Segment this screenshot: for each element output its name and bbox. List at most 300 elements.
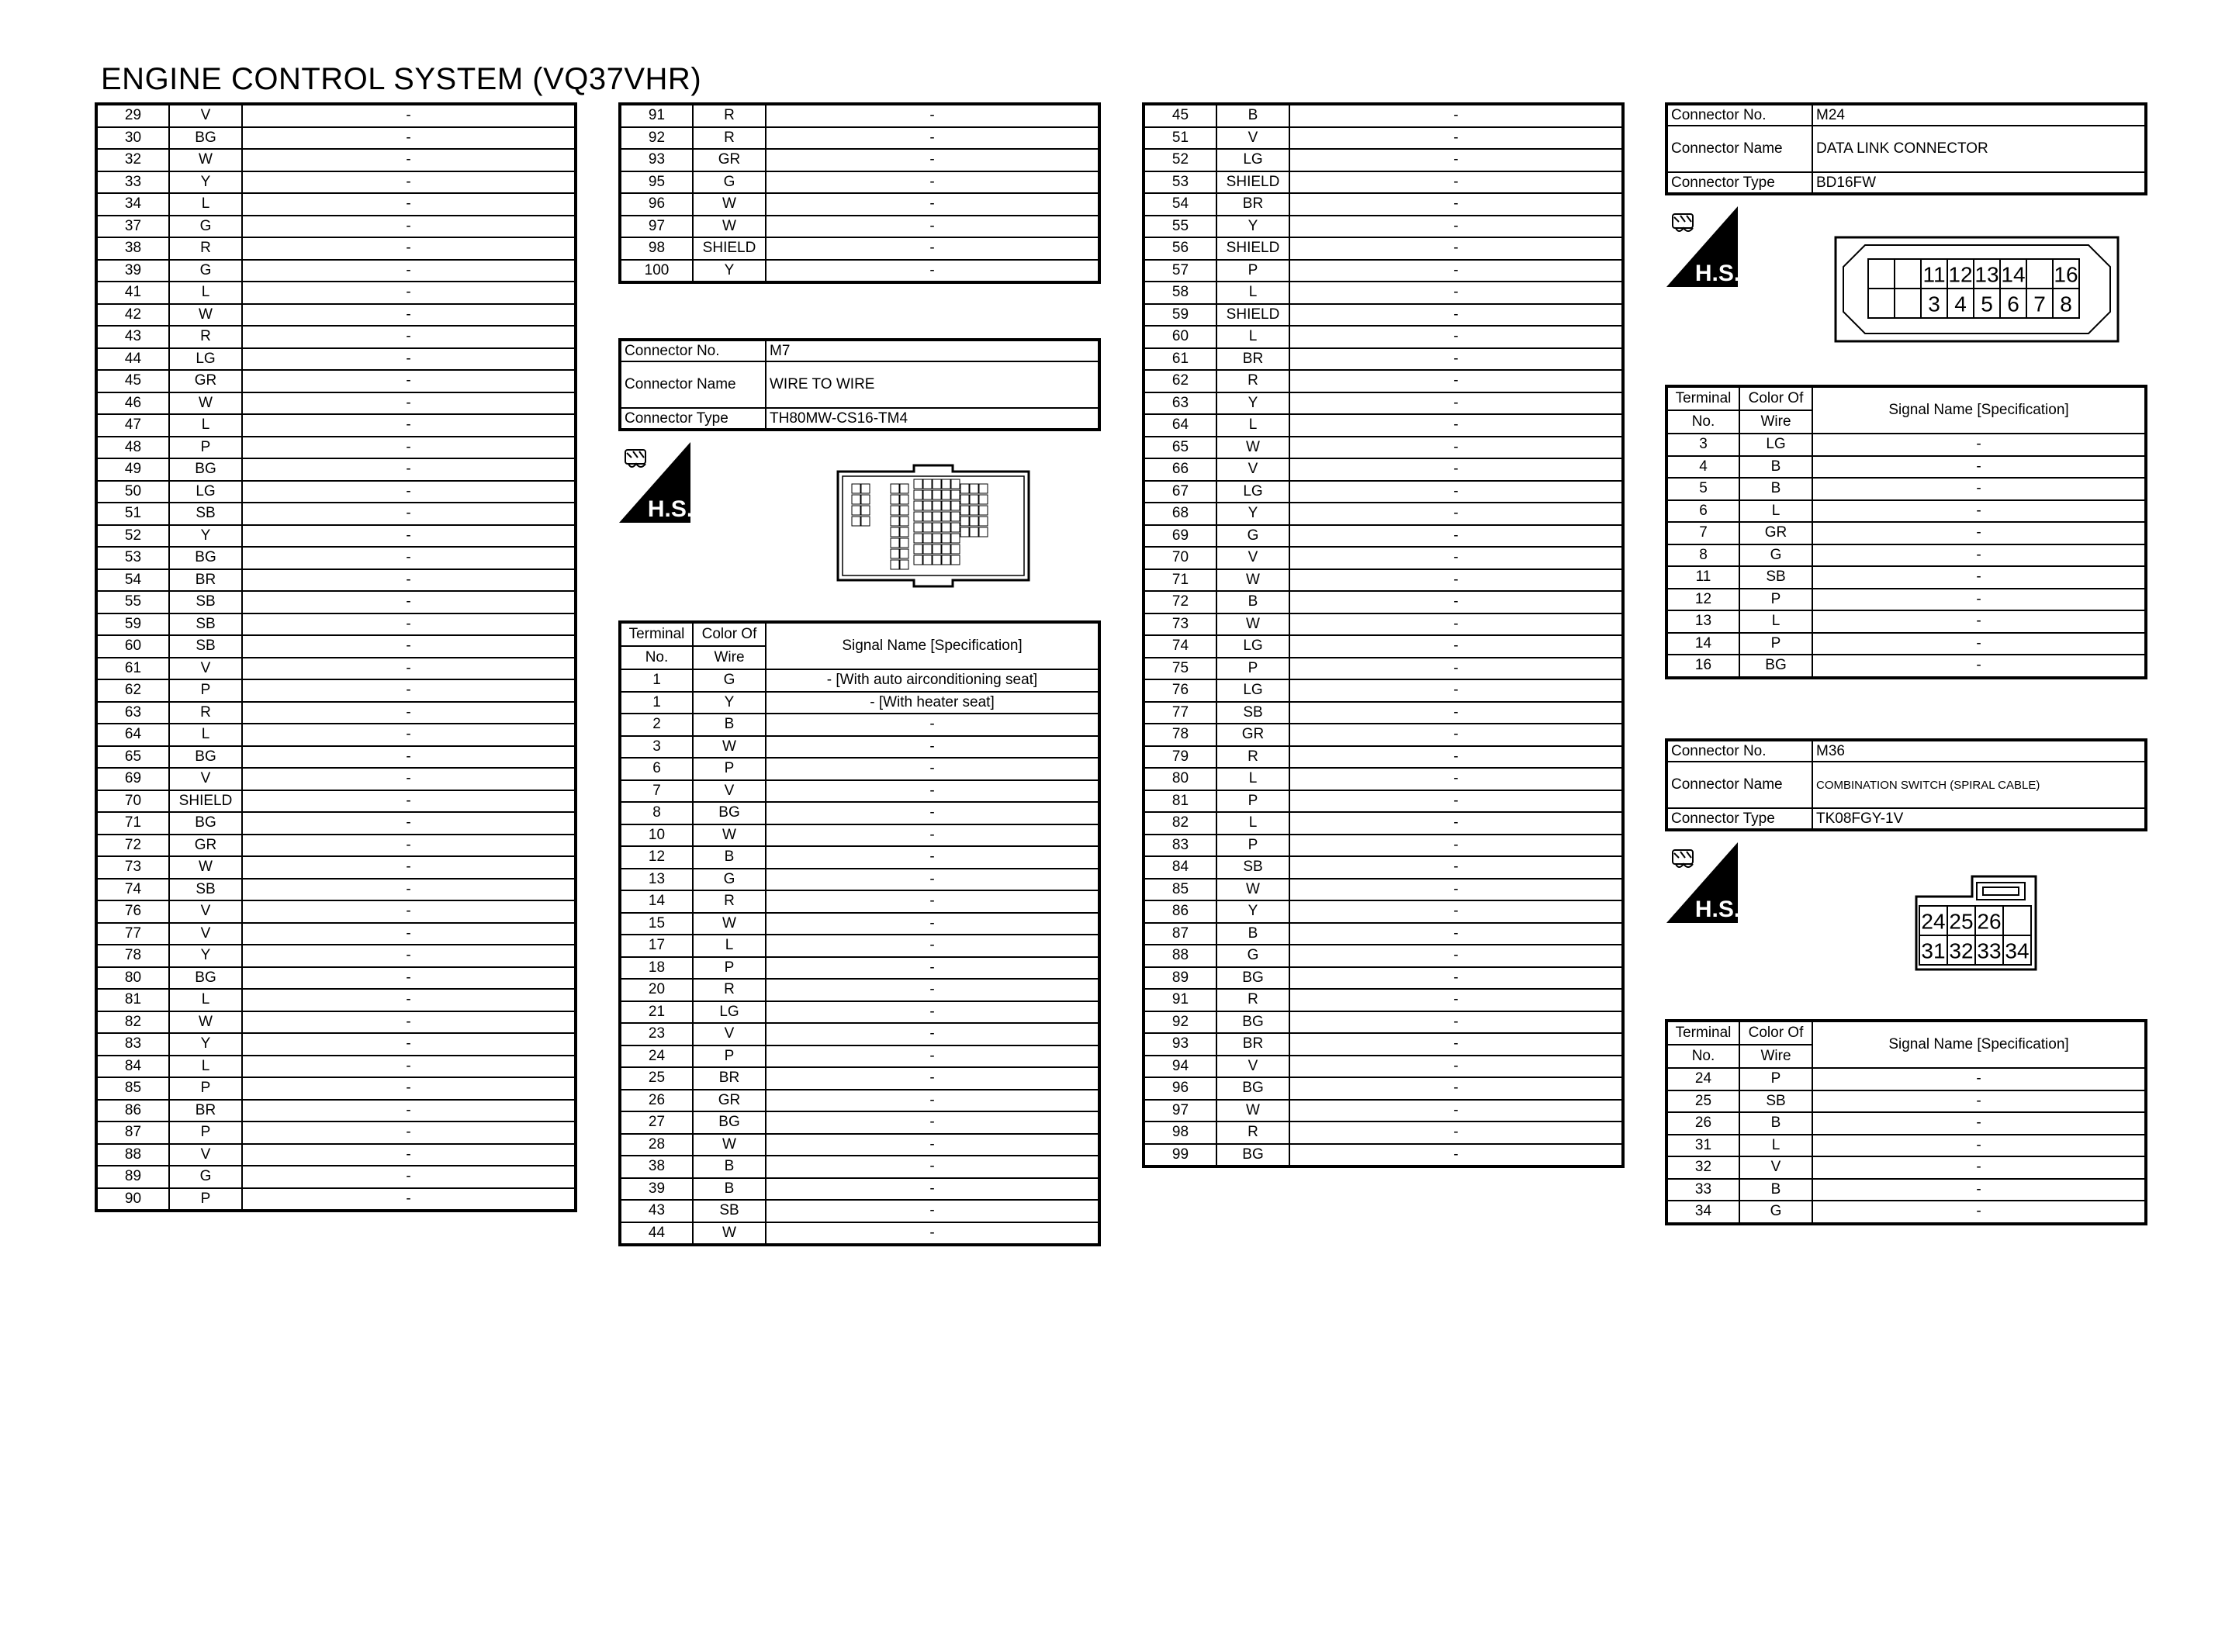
- terminal-no-cell: 80: [96, 967, 169, 990]
- signal-name-cell: -: [766, 171, 1099, 194]
- pin-cavity: [979, 484, 988, 493]
- wire-color-cell: R: [693, 890, 766, 913]
- wire-color-cell: R: [1216, 1121, 1289, 1144]
- wire-color-cell: Y: [169, 1033, 242, 1056]
- signal-name-cell: -: [1812, 655, 2146, 678]
- signal-name-cell: -: [1812, 1201, 2146, 1224]
- table-row: [1666, 610, 2146, 633]
- pin-cavity: [914, 523, 922, 532]
- signal-name-cell: -: [242, 193, 576, 216]
- signal-name-cell: -: [1289, 458, 1623, 481]
- wire-color-cell: GR: [169, 370, 242, 392]
- terminal-no-cell: 10: [620, 824, 693, 847]
- pin-number: 25: [1949, 909, 1974, 934]
- table-row: [620, 1134, 1099, 1156]
- signal-name-cell: -: [766, 758, 1099, 780]
- signal-name-cell: -: [1289, 547, 1623, 569]
- signal-name-cell: -: [766, 736, 1099, 759]
- terminal-no-cell: 38: [96, 237, 169, 260]
- m24-terminal-table: [1665, 385, 2147, 679]
- wire-color-cell: G: [1739, 1201, 1812, 1224]
- wire-color-cell: P: [169, 1188, 242, 1211]
- table-row: [1144, 635, 1623, 658]
- signal-name-cell: -: [1289, 370, 1623, 392]
- signal-name-cell: -: [766, 1067, 1099, 1090]
- m7-connector-diagram: [836, 464, 1030, 592]
- table-row: [96, 326, 576, 348]
- terminal-no-cell: 69: [96, 768, 169, 790]
- table-row: [1144, 746, 1623, 769]
- signal-name-cell: -: [766, 780, 1099, 803]
- terminal-no-cell: 78: [1144, 724, 1216, 746]
- wire-color-cell: G: [693, 171, 766, 194]
- table-row: [1666, 500, 2146, 523]
- signal-name-cell: -: [766, 824, 1099, 847]
- wire-color-cell: B: [1739, 1112, 1812, 1135]
- table-row: [620, 957, 1099, 980]
- wire-color-cell: L: [1216, 812, 1289, 835]
- m7-connector-info: [618, 338, 1101, 431]
- wire-color-cell: SHIELD: [1216, 304, 1289, 327]
- terminal-header: Terminal: [620, 622, 693, 646]
- signal-name-cell: -: [242, 414, 576, 437]
- wire-color-cell: Y: [169, 525, 242, 548]
- signal-name-cell: -: [242, 967, 576, 990]
- terminal-no-cell: 89: [96, 1166, 169, 1188]
- wire-color-cell: W: [693, 1134, 766, 1156]
- pin-cavity: [960, 517, 969, 526]
- table-row: [620, 979, 1099, 1001]
- pin-cavity: [2026, 259, 2053, 289]
- table-row: [620, 802, 1099, 824]
- table-row: [1666, 1156, 2146, 1179]
- signal-name-cell: -: [242, 171, 576, 194]
- terminal-no-cell: 65: [1144, 437, 1216, 459]
- connector-type-label: Connector Type: [1666, 172, 1812, 194]
- table-row: [1666, 655, 2146, 678]
- pin-cavity: [923, 555, 932, 565]
- signal-name-cell: -: [1812, 1156, 2146, 1179]
- signal-name-cell: -: [1289, 768, 1623, 790]
- wire-color-cell: P: [1216, 790, 1289, 813]
- signal-name-cell: -: [766, 237, 1099, 260]
- wire-color-cell: G: [169, 260, 242, 282]
- pin-cavity: [951, 479, 960, 489]
- pin-cavity: [891, 517, 899, 526]
- terminal-no-cell: 54: [96, 569, 169, 592]
- terminal-no-cell: 72: [1144, 591, 1216, 613]
- signal-name-cell: -: [242, 348, 576, 371]
- wire-color-cell: SB: [169, 503, 242, 525]
- wire-color-cell: V: [169, 1144, 242, 1166]
- signal-name-cell: -: [766, 1222, 1099, 1246]
- table-row: [96, 702, 576, 724]
- signal-name-cell: -: [242, 724, 576, 746]
- wire-color-cell: P: [1739, 589, 1812, 611]
- terminal-no-cell: 86: [96, 1100, 169, 1122]
- terminal-no-cell: 24: [1666, 1068, 1739, 1090]
- wire-color-cell: BG: [1739, 655, 1812, 678]
- pin-cavity: [960, 484, 969, 493]
- connector-no-label: Connector No.: [1666, 104, 1812, 126]
- wire-color-cell: BG: [169, 127, 242, 150]
- wire-color-cell: GR: [693, 1090, 766, 1112]
- signal-name-cell: -: [1812, 500, 2146, 523]
- wire-color-cell: L: [1739, 500, 1812, 523]
- pin-number: 4: [1954, 292, 1967, 316]
- wire-color-cell: R: [169, 702, 242, 724]
- table-row: [96, 1011, 576, 1034]
- signal-name-cell: -: [242, 282, 576, 304]
- table-row: [620, 1111, 1099, 1134]
- wire-color-cell: V: [169, 768, 242, 790]
- wire-color-cell: P: [693, 758, 766, 780]
- signal-name-cell: -: [242, 989, 576, 1011]
- pin-cavity: [933, 555, 941, 565]
- terminal-no-cell: 4: [1666, 456, 1739, 479]
- terminal-no-cell: 61: [1144, 348, 1216, 371]
- signal-name-cell: - [With auto airconditioning seat]: [766, 669, 1099, 692]
- signal-name-cell: -: [1289, 1011, 1623, 1034]
- wire-color-cell: BG: [1216, 1077, 1289, 1100]
- wire-color-cell: L: [1739, 610, 1812, 633]
- terminal-no-cell: 87: [1144, 923, 1216, 945]
- pin-cavity: [979, 517, 988, 526]
- terminal-no-cell: 11: [1666, 566, 1739, 589]
- signal-name-cell: -: [766, 127, 1099, 150]
- table-row: [620, 171, 1099, 194]
- pin-number: 14: [2001, 262, 2026, 287]
- terminal-no-cell: 76: [1144, 679, 1216, 702]
- signal-name-cell: -: [242, 679, 576, 702]
- table-row: [620, 824, 1099, 847]
- wire-color-cell: SB: [693, 1200, 766, 1222]
- table-row: [1144, 237, 1623, 260]
- table-row: [1666, 589, 2146, 611]
- table-row: [1144, 127, 1623, 150]
- table-row: [620, 736, 1099, 759]
- wire-header: Wire: [1739, 1045, 1812, 1068]
- pin-number: 8: [2060, 292, 2072, 316]
- pin-cavity: [951, 523, 960, 532]
- terminal-no-cell: 43: [620, 1200, 693, 1222]
- pin-cavity: [891, 560, 899, 569]
- terminal-no-cell: 20: [620, 979, 693, 1001]
- wire-color-cell: P: [169, 1077, 242, 1100]
- table-row: [1144, 1011, 1623, 1034]
- wire-color-cell: R: [169, 237, 242, 260]
- wire-color-cell: B: [1216, 591, 1289, 613]
- terminal-no-cell: 58: [1144, 282, 1216, 304]
- pin-cavity: [1868, 289, 1895, 318]
- table-row: [1144, 856, 1623, 879]
- wire-color-cell: V: [169, 923, 242, 945]
- table-row: [1144, 679, 1623, 702]
- signal-name-cell: -: [242, 437, 576, 459]
- m7-connector-type: TH80MW-CS16-TM4: [766, 408, 1099, 430]
- pin-cavity: [942, 512, 950, 521]
- table-row: [1666, 633, 2146, 655]
- terminal-no-cell: 70: [96, 790, 169, 813]
- wire-color-cell: P: [693, 1045, 766, 1068]
- table-row: [620, 913, 1099, 935]
- signal-name-cell: -: [242, 856, 576, 879]
- signal-name-cell: -: [766, 1001, 1099, 1024]
- signal-name-cell: -: [1289, 746, 1623, 769]
- table-row: [96, 945, 576, 967]
- signal-name-cell: -: [1812, 522, 2146, 544]
- wire-color-cell: SHIELD: [1216, 171, 1289, 194]
- signal-name-cell: -: [1289, 437, 1623, 459]
- pin-cavity: [852, 506, 860, 515]
- pin-cavity: [891, 549, 899, 558]
- wire-color-cell: LG: [169, 348, 242, 371]
- wire-color-cell: BG: [169, 967, 242, 990]
- wire-color-cell: SB: [1739, 566, 1812, 589]
- signal-name-cell: -: [1289, 1144, 1623, 1167]
- terminal-no-cell: 74: [1144, 635, 1216, 658]
- terminal-no-cell: 47: [96, 414, 169, 437]
- terminal-no-cell: 44: [620, 1222, 693, 1246]
- table-row: [1144, 1100, 1623, 1122]
- terminal-no-cell: 34: [1666, 1201, 1739, 1224]
- terminal-no-cell: 94: [1144, 1056, 1216, 1078]
- wire-color-cell: W: [1216, 879, 1289, 901]
- table-row: [96, 613, 576, 636]
- table-row: [1666, 1090, 2146, 1113]
- table-row: [96, 304, 576, 327]
- pin-cavity: [861, 484, 870, 493]
- wire-color-cell: R: [1216, 746, 1289, 769]
- wire-color-cell: W: [1216, 437, 1289, 459]
- wire-color-cell: BG: [1216, 967, 1289, 990]
- table-row: [96, 1166, 576, 1188]
- signal-name-cell: -: [766, 104, 1099, 127]
- table-row: [96, 458, 576, 481]
- table-row: [1666, 478, 2146, 500]
- terminal-no-cell: 24: [620, 1045, 693, 1068]
- table-row: [96, 1188, 576, 1211]
- color-header: Color Of: [1739, 1021, 1812, 1045]
- table-row: [1144, 835, 1623, 857]
- table-row: [1144, 1144, 1623, 1167]
- table-row: [96, 790, 576, 813]
- terminal-no-cell: 75: [1144, 658, 1216, 680]
- terminal-no-cell: 81: [96, 989, 169, 1011]
- table-row: [96, 193, 576, 216]
- terminal-no-cell: 92: [1144, 1011, 1216, 1034]
- table-row: [620, 104, 1099, 127]
- terminal-no-cell: 46: [96, 392, 169, 415]
- signal-name-cell: -: [1289, 348, 1623, 371]
- wire-color-cell: L: [1216, 326, 1289, 348]
- table-row: [1144, 216, 1623, 238]
- pin-cavity: [933, 523, 941, 532]
- terminal-no-cell: 8: [1666, 544, 1739, 567]
- m36-connector-type: TK08FGY-1V: [1812, 808, 2146, 830]
- no-header: No.: [1666, 1045, 1739, 1068]
- signal-name-cell: -: [1289, 658, 1623, 680]
- table-row: [96, 104, 576, 127]
- terminal-no-cell: 64: [1144, 414, 1216, 437]
- table-row: [1144, 569, 1623, 592]
- terminal-no-cell: 92: [620, 127, 693, 150]
- terminal-no-cell: 59: [96, 613, 169, 636]
- terminal-no-cell: 60: [1144, 326, 1216, 348]
- signal-name-cell: -: [242, 547, 576, 569]
- terminal-no-cell: 5: [1666, 478, 1739, 500]
- terminal-no-cell: 21: [620, 1001, 693, 1024]
- table-row: [620, 890, 1099, 913]
- terminal-no-cell: 1: [620, 669, 693, 692]
- table-row: [1144, 945, 1623, 967]
- pin-cavity: [970, 527, 978, 537]
- signal-name-cell: -: [1289, 989, 1623, 1011]
- terminal-no-cell: 48: [96, 437, 169, 459]
- signal-name-cell: -: [1289, 879, 1623, 901]
- m36-terminal-table: [1665, 1019, 2147, 1225]
- wire-color-cell: BR: [693, 1067, 766, 1090]
- table-row: [1144, 370, 1623, 392]
- terminal-no-cell: 56: [1144, 237, 1216, 260]
- signal-name-cell: -: [1289, 1121, 1623, 1144]
- wire-color-cell: W: [693, 736, 766, 759]
- svg-text:H.S.: H.S.: [647, 496, 690, 522]
- table-row: [620, 935, 1099, 957]
- table-row: [620, 714, 1099, 736]
- wire-color-cell: R: [1216, 370, 1289, 392]
- harness-side-icon: [1666, 842, 1738, 927]
- wire-color-cell: BG: [1216, 1144, 1289, 1167]
- pin-number: 12: [1948, 262, 1973, 287]
- m36-connector-info: [1665, 738, 2147, 831]
- pin-cavity: [960, 527, 969, 537]
- terminal-no-cell: 55: [1144, 216, 1216, 238]
- terminal-no-cell: 53: [1144, 171, 1216, 194]
- table-row: [620, 669, 1099, 692]
- wire-color-cell: G: [1739, 544, 1812, 567]
- terminal-no-cell: 71: [96, 812, 169, 835]
- table-row: [1666, 1135, 2146, 1157]
- terminal-no-cell: 97: [1144, 1100, 1216, 1122]
- table-row: [1666, 1068, 2146, 1090]
- signal-name-cell: -: [242, 1144, 576, 1166]
- wire-color-cell: W: [169, 392, 242, 415]
- wire-color-cell: B: [1739, 456, 1812, 479]
- signal-name-cell: -: [242, 216, 576, 238]
- table-row: [620, 149, 1099, 171]
- table-row: [1666, 1201, 2146, 1224]
- terminal-no-cell: 45: [96, 370, 169, 392]
- signal-header: Signal Name [Specification]: [766, 622, 1099, 669]
- pin-cavity: [942, 523, 950, 532]
- signal-name-cell: -: [766, 869, 1099, 891]
- signal-name-cell: -: [242, 304, 576, 327]
- connector-type-label: Connector Type: [1666, 808, 1812, 830]
- pin-cavity: [933, 512, 941, 521]
- signal-name-cell: -: [242, 458, 576, 481]
- signal-name-cell: -: [766, 260, 1099, 283]
- signal-name-cell: -: [1812, 566, 2146, 589]
- pin-number: 33: [1977, 938, 2002, 963]
- signal-name-cell: -: [1289, 304, 1623, 327]
- terminal-no-cell: 65: [96, 746, 169, 769]
- wire-color-cell: B: [693, 1156, 766, 1178]
- signal-name-cell: -: [242, 503, 576, 525]
- pin-cavity: [923, 512, 932, 521]
- wire-color-cell: Y: [169, 945, 242, 967]
- wire-color-cell: W: [169, 304, 242, 327]
- pin-cavity: [979, 527, 988, 537]
- signal-name-cell: -: [766, 1178, 1099, 1201]
- table-row: [620, 846, 1099, 869]
- wire-color-cell: G: [1216, 945, 1289, 967]
- table-row: [1144, 326, 1623, 348]
- pin-cavity: [923, 523, 932, 532]
- signal-name-cell: -: [1289, 945, 1623, 967]
- signal-name-cell: -: [1812, 589, 2146, 611]
- signal-name-cell: -: [766, 846, 1099, 869]
- pin-cavity: [861, 517, 870, 526]
- pin-number: 34: [2005, 938, 2030, 963]
- terminal-no-cell: 16: [1666, 655, 1739, 678]
- svg-text:H.S.: H.S.: [1694, 897, 1738, 922]
- signal-name-cell: -: [242, 569, 576, 592]
- wire-color-cell: P: [1216, 835, 1289, 857]
- signal-name-cell: -: [242, 900, 576, 923]
- wire-color-cell: V: [1739, 1156, 1812, 1179]
- terminal-no-cell: 63: [96, 702, 169, 724]
- signal-name-cell: -: [1289, 326, 1623, 348]
- wire-color-cell: B: [693, 846, 766, 869]
- terminal-no-cell: 26: [620, 1090, 693, 1112]
- table-row: [1144, 282, 1623, 304]
- wire-color-cell: L: [169, 414, 242, 437]
- terminal-no-cell: 77: [1144, 702, 1216, 724]
- signal-name-cell: - [With heater seat]: [766, 692, 1099, 714]
- table-row: [1144, 104, 1623, 127]
- svg-text:H.S.: H.S.: [1694, 261, 1738, 286]
- table-row: [96, 392, 576, 415]
- wire-color-cell: BG: [1216, 1011, 1289, 1034]
- signal-name-cell: -: [1289, 1033, 1623, 1056]
- pin-number: 16: [2054, 262, 2078, 287]
- table-row: [1666, 456, 2146, 479]
- terminal-no-cell: 73: [1144, 613, 1216, 636]
- pin-cavity: [891, 495, 899, 504]
- terminal-no-cell: 93: [620, 149, 693, 171]
- signal-name-cell: -: [242, 104, 576, 127]
- signal-name-cell: -: [1812, 456, 2146, 479]
- table-row: [620, 237, 1099, 260]
- terminal-no-cell: 1: [620, 692, 693, 714]
- terminal-no-cell: 29: [96, 104, 169, 127]
- table-row: [96, 1144, 576, 1166]
- color-header: Color Of: [693, 622, 766, 646]
- signal-name-cell: -: [242, 613, 576, 636]
- signal-name-cell: -: [242, 635, 576, 658]
- table-row: [1144, 392, 1623, 415]
- table-row: [96, 1100, 576, 1122]
- pin-cavity: [900, 538, 908, 548]
- table-row: [1144, 1033, 1623, 1056]
- table-row: [96, 768, 576, 790]
- terminal-no-cell: 25: [1666, 1090, 1739, 1113]
- terminal-no-cell: 74: [96, 879, 169, 901]
- table-row: [620, 1200, 1099, 1222]
- wire-color-cell: W: [693, 216, 766, 238]
- signal-name-cell: -: [242, 481, 576, 503]
